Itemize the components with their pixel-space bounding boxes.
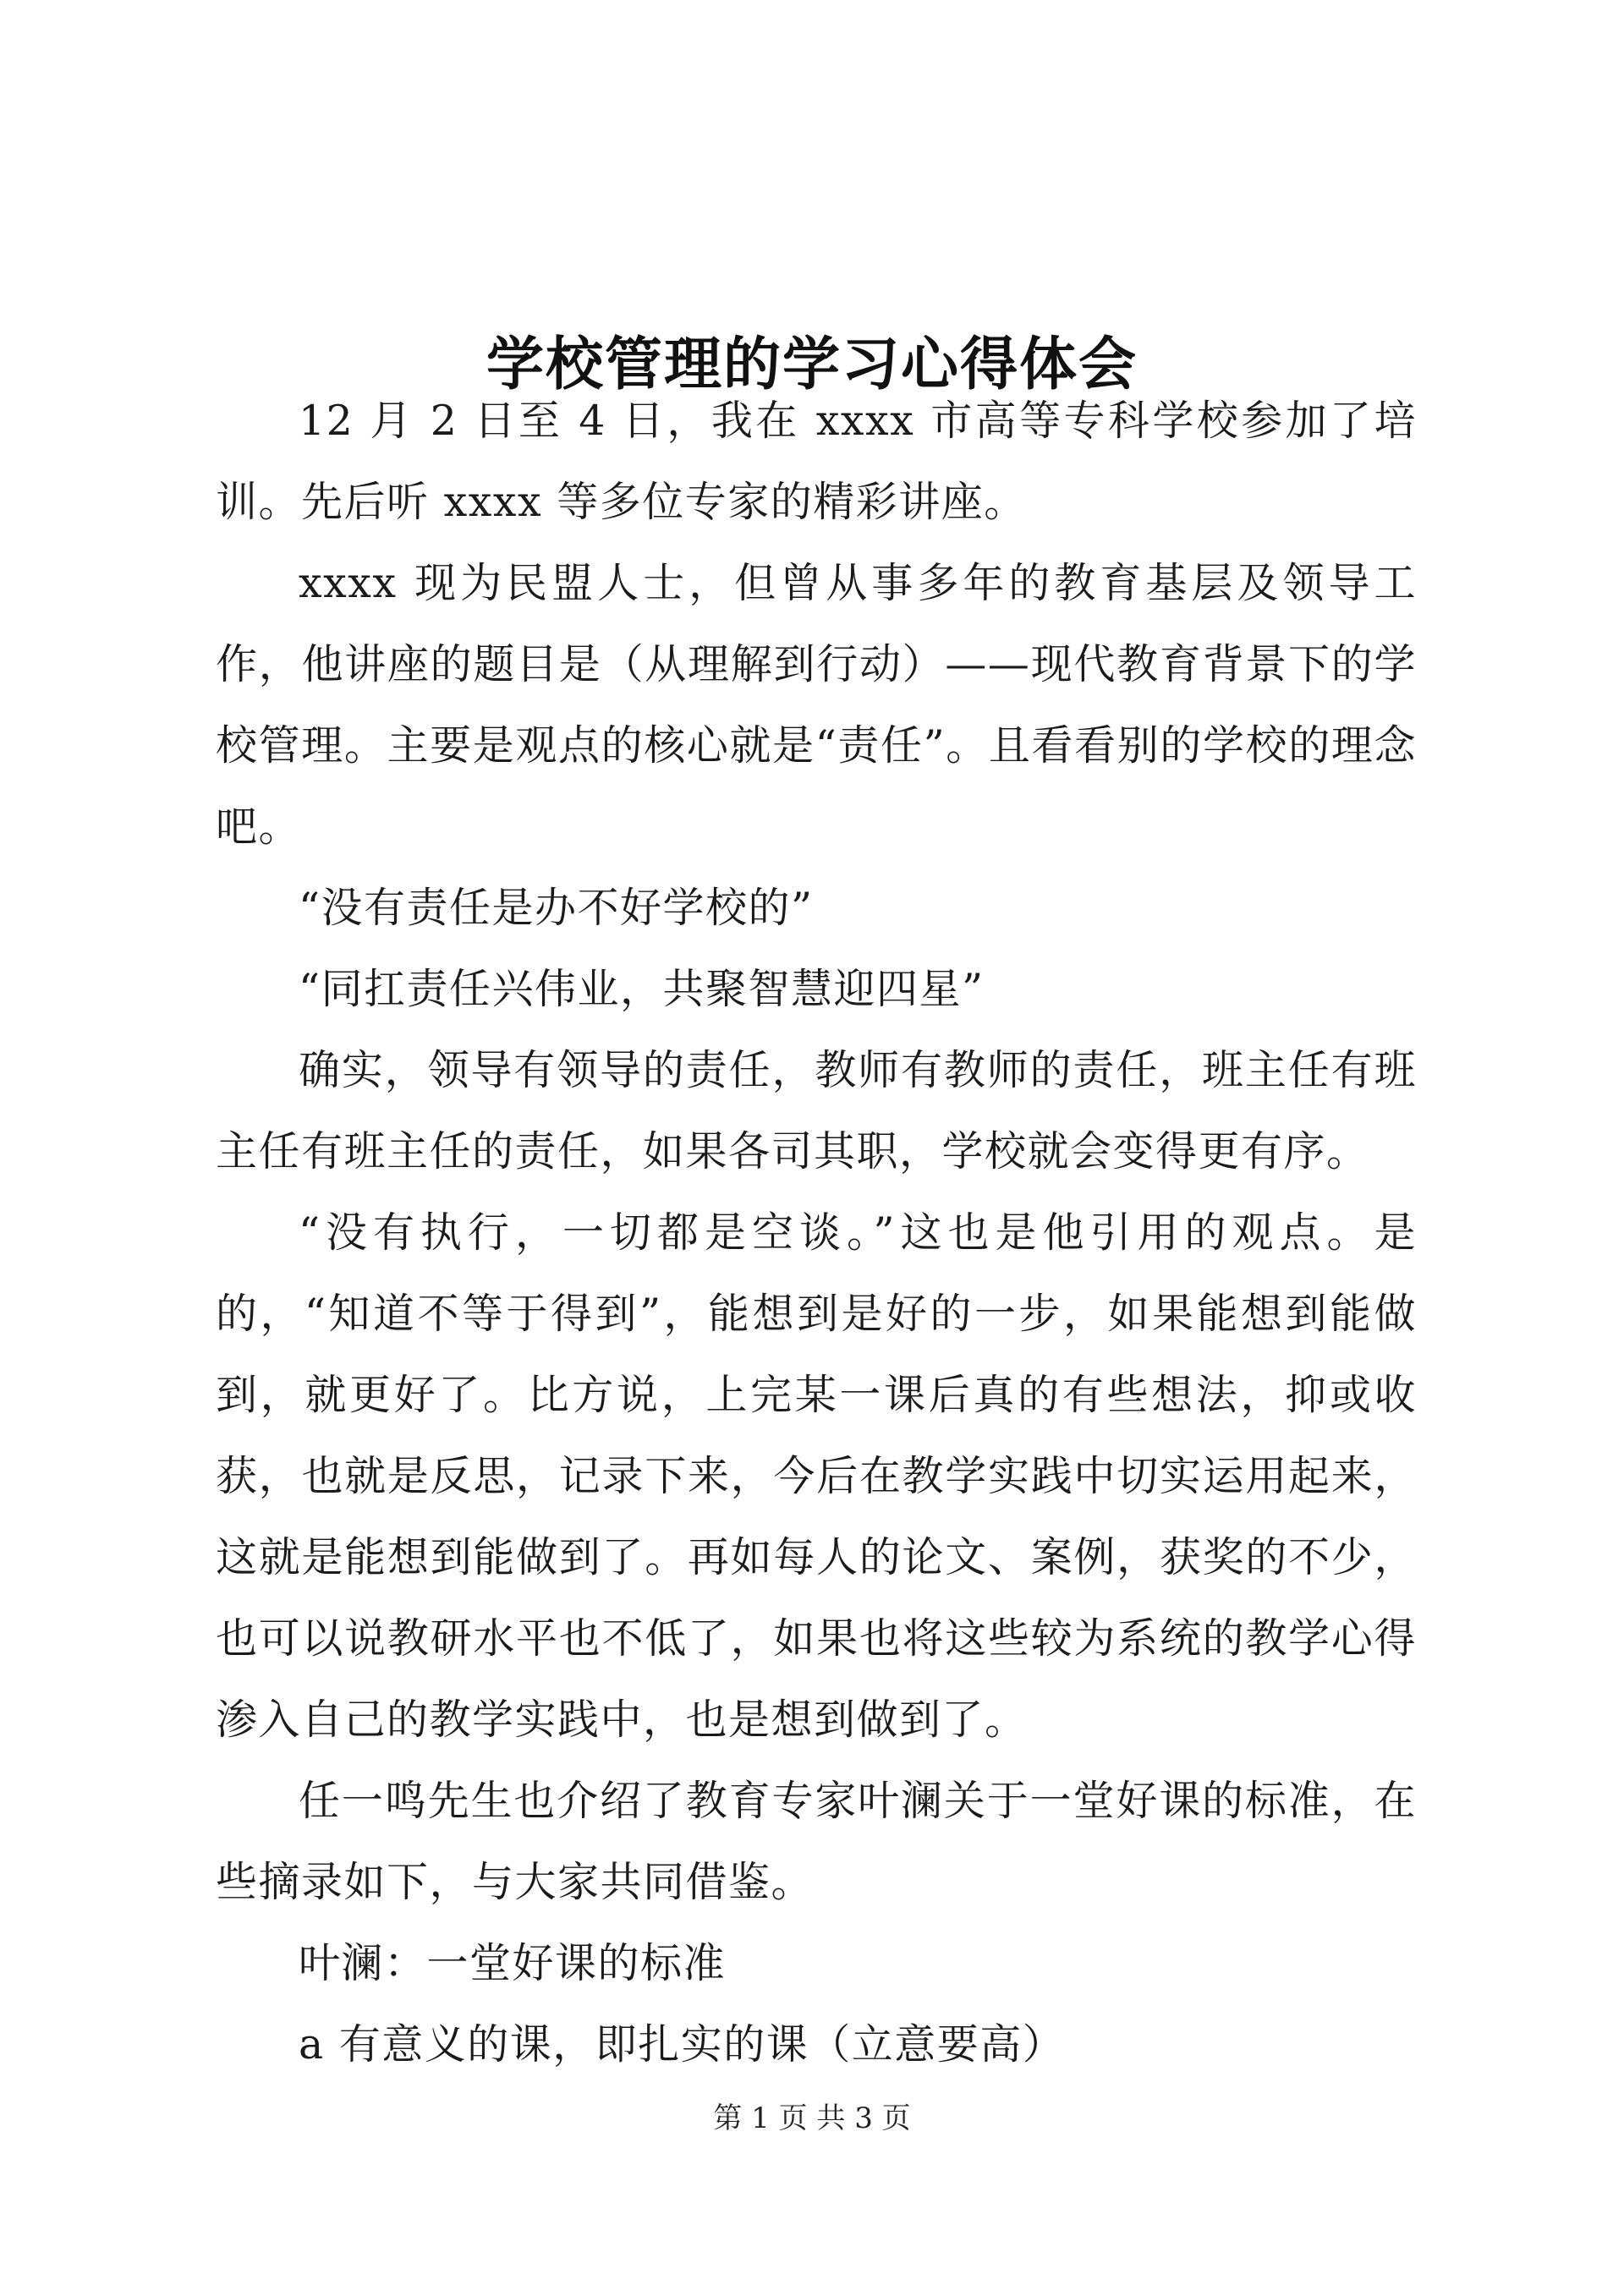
paragraph-lecture-topic: xxxx 现为民盟人士，但曾从事多年的教育基层及领导工作，他讲座的题目是（从理解到行动）——现代教育背景下的学校管理。主要是观点的核心就是“责任”。且看看别的学校的理念吧。 [216,559,1417,851]
paragraph-roles: 确实，领导有领导的责任，教师有教师的责任，班主任有班主任有班主任的责任，如果各司其职，学校就会变得更有序。 [216,1046,1417,1175]
page-number-footer: 第 1 页 共 3 页 [713,2101,911,2135]
document-title: 学校管理的学习心得体会 [486,330,1138,398]
paragraph-execution: “没有执行，一切都是空谈。”这也是他引用的观点。是的，“知道不等于得到”，能想到是好的一步，如果能想到能做到，就更好了。比方说，上完某一课后真的有些想法，抑或收获，也就是反思，记录下来，今后在教学实践中切实运用起来，这就是能想到能做到了。再如每人的论文、案例，获奖的不少，也可以说教研水平也不低了，如果也将这些较为系统的教学心得渗入自己的教学实践中，也是想到做到了。 [216,1208,1417,1744]
paragraph-standard-a: a 有意义的课，即扎实的课（立意要高） [299,2020,1066,2069]
document-body [216,381,1417,2085]
paragraph-training-intro: 12 月 2 日至 4 日，我在 xxxx 市高等专科学校参加了培训。先后听 xxxx 等多位专家的精彩讲座。 [216,397,1417,526]
paragraph-standard-heading: 叶澜：一堂好课的标准 [299,1939,727,1987]
paragraph-quote-four-stars: “同扛责任兴伟业，共聚智慧迎四星” [299,965,985,1013]
paragraph-good-lesson-intro: 任一鸣先生也介绍了教育专家叶澜关于一堂好课的标准，在些摘录如下，与大家共同借鉴。 [216,1777,1417,1906]
paragraph-quote-responsibility: “没有责任是办不好学校的” [299,884,814,932]
